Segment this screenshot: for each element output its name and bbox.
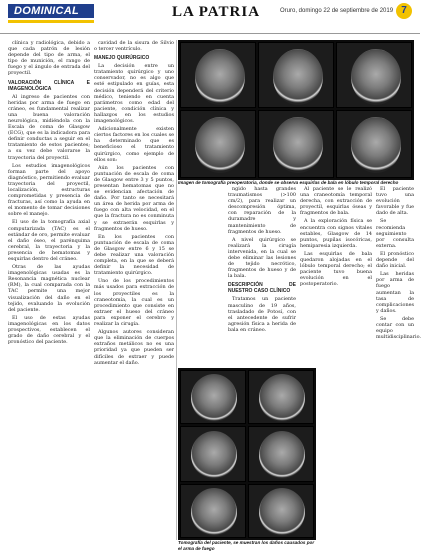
ct-scan-panel (248, 370, 314, 424)
ct-scan-panel (258, 110, 334, 178)
paragraph: Tratamos un paciente masculino de 19 años, trasladado de Potosí, con el antecedente de sufrir agresión física a herida de bala en cráneo. (228, 296, 296, 333)
ct-scan-panel (248, 484, 314, 538)
paragraph: Las heridas por arma de fuego aumentan la tasa de complicaciones y daños. (376, 271, 415, 314)
paragraph: El pronóstico depende del daño inicial. (376, 250, 414, 270)
ct-scan-panel (336, 42, 412, 108)
section-heading: MANEJO QUIRÚRGICO (94, 55, 150, 62)
section-heading: DESCRIPCIÓN DE NUESTRO CASO CLÍNICO (228, 282, 296, 295)
paragraph: clínica y radiológica, debido a que cada patrón de lesión depende del tipo de arma, el tipo de munición, el rango de fuego y el ángulo de entrada del proyectil. (8, 40, 90, 77)
page-header (0, 0, 420, 34)
paragraph: A la exploración física se encuentra con signos vitales estables, Glasgow de 14 puntos, pupilas isocóricas, hemiparesia izquierda. (300, 218, 372, 249)
paragraph: Al paciente se le realizó una craneotomía temporal derecha, con extracción de proyectil, esquirlas óseas y fragmentos de bala. (300, 186, 372, 217)
ct-scan-panel (336, 110, 412, 178)
paragraph: Aún los pacientes con puntuación de escala de coma de Glasgow entre 3 y 5 puntos, presentan hematomas que no se evidencian afectación de daño. Por tanto se necesitará un área de herida por arma de fuego con alta velocidad, en el que la fractura no es conminuta y se extraerán esquirlas y fragmentos de hueso. (94, 164, 174, 232)
ct-scan-panel (180, 370, 246, 424)
paragraph: Uno de los procedimientos más usados para extracción de los proyectiles es la craneotomía, la cual es un procedimiento que consiste en extraer el hueso del cráneo para exponer el cerebro y realizar la cirugía. (94, 278, 174, 328)
paragraph: Los estudios imagenológicos forman parte del apoyo diagnóstico, permitiendo evaluar trayectoria del proyectil, localización, estructuras comprometidas y presencia de fracturas, así como la ayuda en el momento de tomar decisiones sobre el manejo. (8, 162, 90, 218)
page-number-badge: 7 (396, 3, 412, 19)
paragraph: Otras de las ayudas imagenológicas usadas es la Resonancia magnética nuclear (RM), la cual comparada con la TAC permite una mejor visualización del daño en el tejido, evaluando la evolución del paciente. (8, 264, 90, 313)
figure-caption: Tomografía del paciente, se muestran los daños causados por el arma de fuego (178, 540, 315, 551)
paragraph: Las esquirlas de bala quedaron alojadas en el lóbulo temporal derecho; el paciente tuvo buena evolución en el postoperatorio. (300, 250, 372, 288)
ct-scan-panel (180, 42, 256, 108)
article-column-5 (376, 186, 421, 542)
article-column-3 (228, 186, 296, 364)
paragraph: ngido hasta grandes traumatismos (>100 cm/2), para realizar un descompresión óptima, con reparación de la duramadre y mantenimiento de fragmentos de hueso. (228, 186, 296, 235)
paragraph: El uso de estas ayudas imagenológicas en los datos prospectivos, establecen el grado de daño cerebral y el pronóstico del paciente. (8, 314, 90, 346)
paragraph: Se debe contar con un equipo multidisciplinario. (376, 315, 421, 341)
article-column-4 (300, 186, 372, 364)
ct-scan-image-top (178, 40, 414, 180)
column-divider (176, 40, 177, 540)
article-column-2 (94, 40, 174, 540)
paragraph: Se recomienda seguimiento por consulta externa. (376, 218, 414, 249)
article-column-1 (8, 40, 90, 540)
newspaper-masthead: LA PATRIA (172, 4, 261, 20)
ct-scan-panel (258, 42, 334, 108)
section-heading: VALORACIÓN CLÍNICA E IMAGENOLÓGICA (8, 79, 90, 92)
logo-accent-bar (8, 20, 94, 23)
paragraph: El uso de la tomografía axial computarizada (TAC) es el estándar de oro, permite evaluar el daño óseo, el parénquima cerebral, la trayectoria y la presencia de hematomas y esquirlas dentro del cráneo. (8, 219, 90, 262)
paragraph: A nivel quirúrgico se realizará la cirugía intervenida, en la cual se debe eliminar las lesiones de tejido necrótico, fragmentos de hueso y de la bala. (228, 236, 296, 280)
ct-scan-image-bottom (178, 368, 316, 540)
paragraph: La decisión entre un tratamiento quirúrgico y uno conservador, no es algo que esté estipulado en guías, esta decisión dependerá del criterio médico, teniendo en cuenta parámetros como edad del paciente, condición clínica y hallazgos en los estudios imagenológicos. (94, 63, 174, 125)
paragraph: El paciente tuvo una evolución favorable y fue dado de alta. (376, 186, 414, 217)
paragraph: Al ingreso de pacientes con heridas por arma de fuego en cráneo, es fundamental realizar una buena valoración neurológica, midiéndola con la Escala de coma de Glasgow (ECG), que es la indicadora para definir conductas a seguir en el tratamiento de estos pacientes; a su vez debe valorarse la trayectoria del proyectil. (8, 93, 90, 161)
paragraph: cavidad de la sisura de Silvio o tercer ventrículo. (94, 40, 174, 53)
paragraph: Algunos autores consideran que la eliminación de cuerpos extraños metálicos no es una prioridad ya que pueden ser difíciles de extraer y puede aumentar el daño. (94, 329, 174, 366)
figure-caption: Imagen de tomografía preoperatoria, donde se observa esquirlas de bala en lóbulo temporal derecho (178, 180, 399, 185)
ct-scan-panel (180, 426, 246, 482)
paragraph: En los pacientes con puntuación de escala de coma de Glasgow entre 6 y 15 se debe realizar una valoración completa, en la que se deberá definir la necesidad de tratamiento quirúrgico. (94, 233, 174, 277)
section-logo: DOMINICAL (8, 4, 94, 18)
ct-scan-panel (180, 110, 256, 178)
paragraph: Adicionalmente existen ciertos factores en los cuales se ha determinado que es beneficioso el tratamiento quirúrgico, como ejemplo de ellos son: (94, 126, 174, 163)
ct-scan-panel (248, 426, 314, 482)
ct-scan-panel (180, 484, 246, 538)
dateline: Oruro, domingo 22 de septiembre de 2019 (280, 8, 394, 14)
